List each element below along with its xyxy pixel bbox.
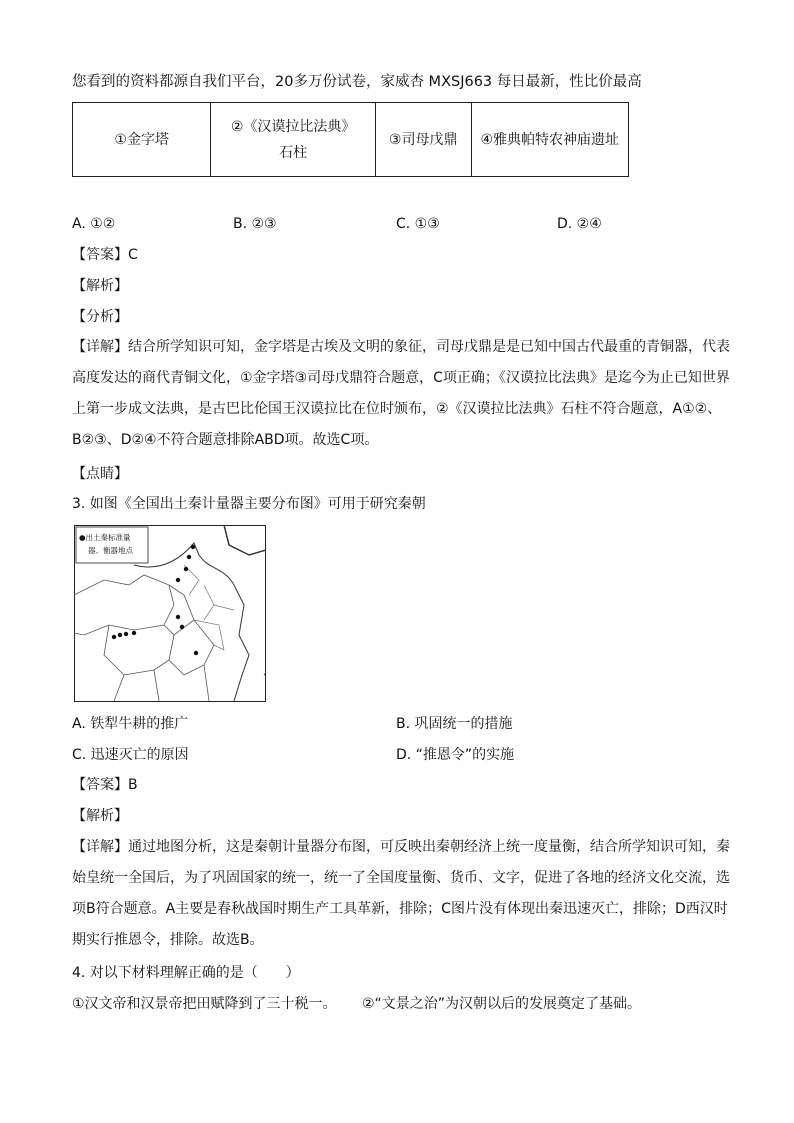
- q2-option-b[interactable]: B. ②③: [233, 216, 277, 232]
- q2-option-a[interactable]: A. ①②: [72, 216, 116, 232]
- q2-analysis-heading: 【解析】: [72, 278, 128, 294]
- q2-dianjing: 【点睛】: [72, 466, 128, 482]
- table-cell-3: ③司母戊鼎: [375, 103, 471, 177]
- map-dot: [118, 633, 122, 637]
- map-dot: [184, 567, 188, 571]
- map-dot: [194, 651, 198, 655]
- map-dot: [112, 635, 116, 639]
- table-cell-4: ④雅典帕特农神庙遗址: [471, 103, 628, 177]
- q2-option-d[interactable]: D. ②④: [557, 216, 602, 232]
- q4-item-1: ①汉文帝和汉景帝把田赋降到了三十税一。: [72, 996, 337, 1012]
- qin-measure-map: [74, 525, 266, 702]
- map-dot: [124, 632, 128, 636]
- map-svg: [74, 525, 266, 702]
- q3-option-b[interactable]: B. 巩固统一的措施: [396, 716, 513, 732]
- table-cell-2: [211, 103, 375, 177]
- table-cell-1: ①金字塔: [73, 103, 211, 177]
- q2-option-c[interactable]: C. ①③: [396, 216, 440, 232]
- q3-stem: 3. 如图《全国出土秦计量器主要分布图》可用于研究秦朝: [72, 496, 426, 512]
- q3-answer: 【答案】B: [72, 777, 138, 793]
- option-table: [72, 102, 629, 177]
- map-legend-line1: ●出土秦标准量: [79, 533, 131, 542]
- q3-option-c[interactable]: C. 迅速灭亡的原因: [72, 747, 189, 763]
- q4-stem: 4. 对以下材料理解正确的是（ ）: [72, 965, 300, 981]
- map-legend-line2: 器、衡器地点: [88, 546, 133, 555]
- q3-detail: 【详解】通过地图分析，这是秦朝计量器分布图，可反映出秦朝经济上统一度量衡，结合所学知识可知，秦始皇统一全国后，为了巩固国家的统一，统一了全国度量衡、货币、文字，促进了各地的经济文化交流，选项B符合题意。A主要是春秋战国时期生产工具革新，排除；C图片没有体现出秦迅速灭亡，排除；D西汉时期实行推恩令，排除。故选B。: [72, 839, 730, 948]
- table-cell-2-text: ②《汉谟拉比法典》石柱: [230, 118, 356, 161]
- q2-detail: 【详解】结合所学知识可知，金字塔是古埃及文明的象征，司母戊鼎是是已知中国古代最重的青铜器，代表高度发达的商代青铜文化，①金字塔③司母戊鼎符合题意，C项正确；《汉谟拉比法典》是迄今为止已知世界上第一步成文法典，是古巴比伦国王汉谟拉比在位时颁布，②《汉谟拉比法典》石柱不符合题意，A①②、B②③、D②④不符合题意排除ABD项。故选C项。: [72, 339, 730, 448]
- q3-option-d[interactable]: D. “推恩令”的实施: [396, 747, 515, 763]
- map-dot: [191, 545, 195, 549]
- map-dot: [176, 615, 180, 619]
- map-dot: [180, 625, 184, 629]
- map-dot: [176, 578, 180, 582]
- map-dot: [187, 555, 191, 559]
- q4-item-2: ②“文景之治”为汉朝以后的发展奠定了基础。: [362, 996, 642, 1012]
- map-dot: [132, 631, 136, 635]
- header-notice: 您看到的资料都源自我们平台，20多万份试卷，家威杏 MXSJ663 每日最新，性比价最高: [72, 74, 642, 90]
- q2-fenxi-heading: 【分析】: [72, 309, 128, 325]
- q2-answer: 【答案】C: [72, 247, 138, 263]
- q3-analysis-heading: 【解析】: [72, 808, 128, 824]
- q3-option-a[interactable]: A. 铁犁牛耕的推广: [72, 716, 189, 732]
